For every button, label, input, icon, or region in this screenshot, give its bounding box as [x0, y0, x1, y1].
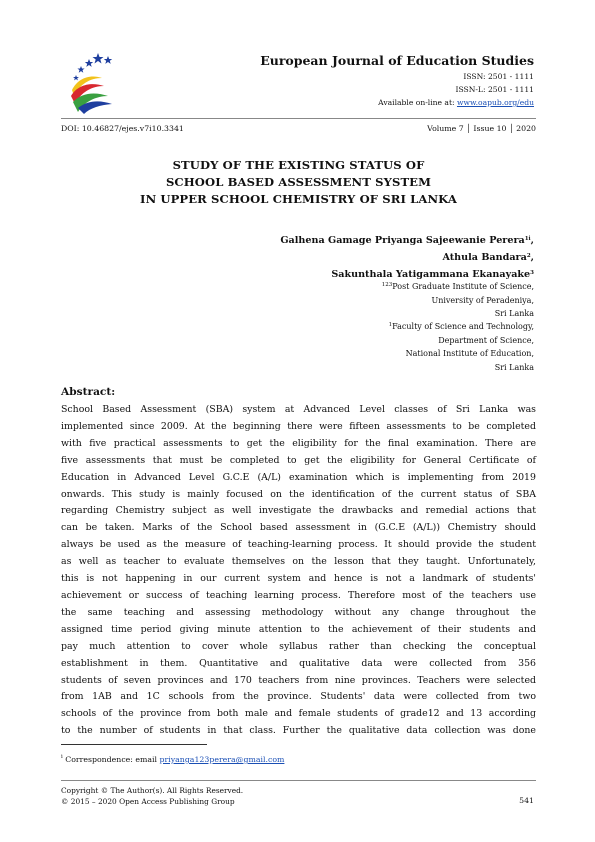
affiliation-line: Sri Lanka — [494, 362, 534, 372]
abstract-line: assigned time period giving minute attention to the achievement of their students and — [61, 623, 536, 635]
abstract-line: onwards. This study is mainly focused on the identification of the current status of SBA — [61, 488, 536, 500]
doi-line — [61, 124, 536, 133]
author-sup: 3 — [530, 270, 534, 276]
author-suffix: , — [530, 252, 534, 263]
author-sup: 2 — [526, 253, 531, 259]
affiliation-line: University of Peradeniya, — [431, 295, 534, 305]
affiliation-line — [382, 280, 534, 294]
affiliation-text: Faculty of Science and Technology, — [392, 322, 534, 331]
journal-title: European Journal of Education Studies — [260, 53, 534, 68]
journal-website-link[interactable]: www.oapub.org/edu — [456, 98, 534, 107]
abstract-line: to the number of students in that class. Further the qualitative data collection was done — [61, 725, 536, 737]
header-rule — [61, 118, 536, 119]
abstract-line: always be used as the measure of teaching-learning process. It should provide the student — [61, 539, 536, 551]
title-line: SCHOOL BASED ASSESSMENT SYSTEM — [165, 175, 432, 189]
abstract-line: schools of the province from both male and female students of grade12 and 13 according — [61, 708, 536, 720]
copyright-line: Copyright © The Author(s). All Rights Reserved. — [61, 786, 244, 795]
footer-rule — [61, 780, 536, 781]
author — [280, 249, 534, 266]
abstract-line: students of seven provinces and 170 teachers from nine provinces. Teachers were selected — [61, 674, 536, 686]
correspondence-email-link[interactable]: priyanga123perera@gmail.com — [159, 755, 285, 764]
availability-line — [378, 98, 534, 107]
author-suffix: , — [530, 235, 534, 246]
abstract-body — [61, 402, 536, 740]
abstract-line: Education in Advanced Level G.C.E (A/L) examination which is implementing from 2019 — [61, 471, 536, 483]
affiliation-line: Sri Lanka — [494, 309, 534, 318]
abstract-line: achievement or success of teaching learning process. Therefore most of the teachers use — [61, 589, 536, 601]
abstract-line: can be taken. Marks of the School based assessment in (G.C.E (A/L)) Chemistry should — [61, 522, 536, 534]
footnote-text: Correspondence: email — [65, 755, 160, 764]
journal-logo — [68, 50, 122, 114]
author-sup: 1i — [524, 236, 531, 242]
abstract-line: this is not happening in our current system and hence is not a landmark of students' — [61, 573, 536, 585]
footnote-sup: i — [61, 754, 63, 760]
journal-logo-icon — [68, 50, 122, 114]
page-number: 541 — [519, 796, 534, 805]
volume-issue: Volume 7 │ Issue 10 │ 2020 — [427, 124, 536, 133]
title-line: STUDY OF THE EXISTING STATUS OF — [172, 158, 425, 172]
author-name: Galhena Gamage Priyanga Sajeewanie Perera — [280, 235, 525, 246]
issn: ISSN: 2501 - 1111 — [463, 72, 534, 81]
author-list — [280, 232, 534, 283]
author-name: Athula Bandara — [442, 252, 527, 263]
available-prefix: Available on-line at: — [378, 98, 457, 107]
affiliation-line: Department of Science, — [438, 335, 534, 345]
abstract-line: pay much attention to cover whole syllabus rather than checking the conceptual — [61, 640, 536, 652]
abstract-line: five assessments that must be completed to get the eligibility for General Certificate of — [61, 454, 536, 466]
affiliation-line: National Institute of Education, — [405, 349, 534, 358]
affiliation-2 — [389, 320, 534, 374]
footnote-rule — [61, 744, 207, 745]
issn-l: ISSN-L: 2501 - 1111 — [455, 85, 534, 94]
paper-title — [61, 157, 536, 208]
title-line: IN UPPER SCHOOL CHEMISTRY OF SRI LANKA — [140, 192, 457, 206]
abstract-line: as well as teacher to evaluate themselves on the lesson that they taught. Unfortunately, — [61, 556, 536, 568]
affiliation-text: Post Graduate Institute of Science, — [392, 282, 534, 291]
author-name: Sakunthala Yatigammana Ekanayake — [331, 269, 531, 280]
abstract-line: School Based Assessment (SBA) system at Advanced Level classes of Sri Lanka was — [61, 404, 536, 415]
footnote — [61, 755, 284, 764]
abstract-line: the same teaching and assessing methodology without any change throughout the — [61, 606, 536, 618]
abstract-line: from 1AB and 1C schools from the province. Students' data were collected from two — [61, 691, 536, 703]
abstract-heading: Abstract: — [61, 386, 116, 398]
doi: DOI: 10.46827/ejes.v7i10.3341 — [61, 124, 184, 133]
author — [280, 232, 534, 249]
affiliation-sup: 123 — [381, 282, 393, 288]
copyright-line: © 2015 – 2020 Open Access Publishing Group — [61, 797, 235, 806]
abstract-line: implemented since 2009. At the beginning there were fifteen assessments to be completed — [61, 420, 536, 432]
abstract-line: with five practical assessments to get the eligibility for the final examination. There are — [61, 437, 536, 449]
abstract-line: establishment in them. Quantitative and qualitative data were collected from 356 — [61, 657, 536, 669]
abstract-line: regarding Chemistry subject as well investigate the drawbacks and remedial actions that — [61, 505, 536, 517]
affiliation-sup: 1 — [388, 322, 393, 328]
affiliation-1 — [382, 280, 534, 321]
affiliation-line — [389, 320, 534, 334]
